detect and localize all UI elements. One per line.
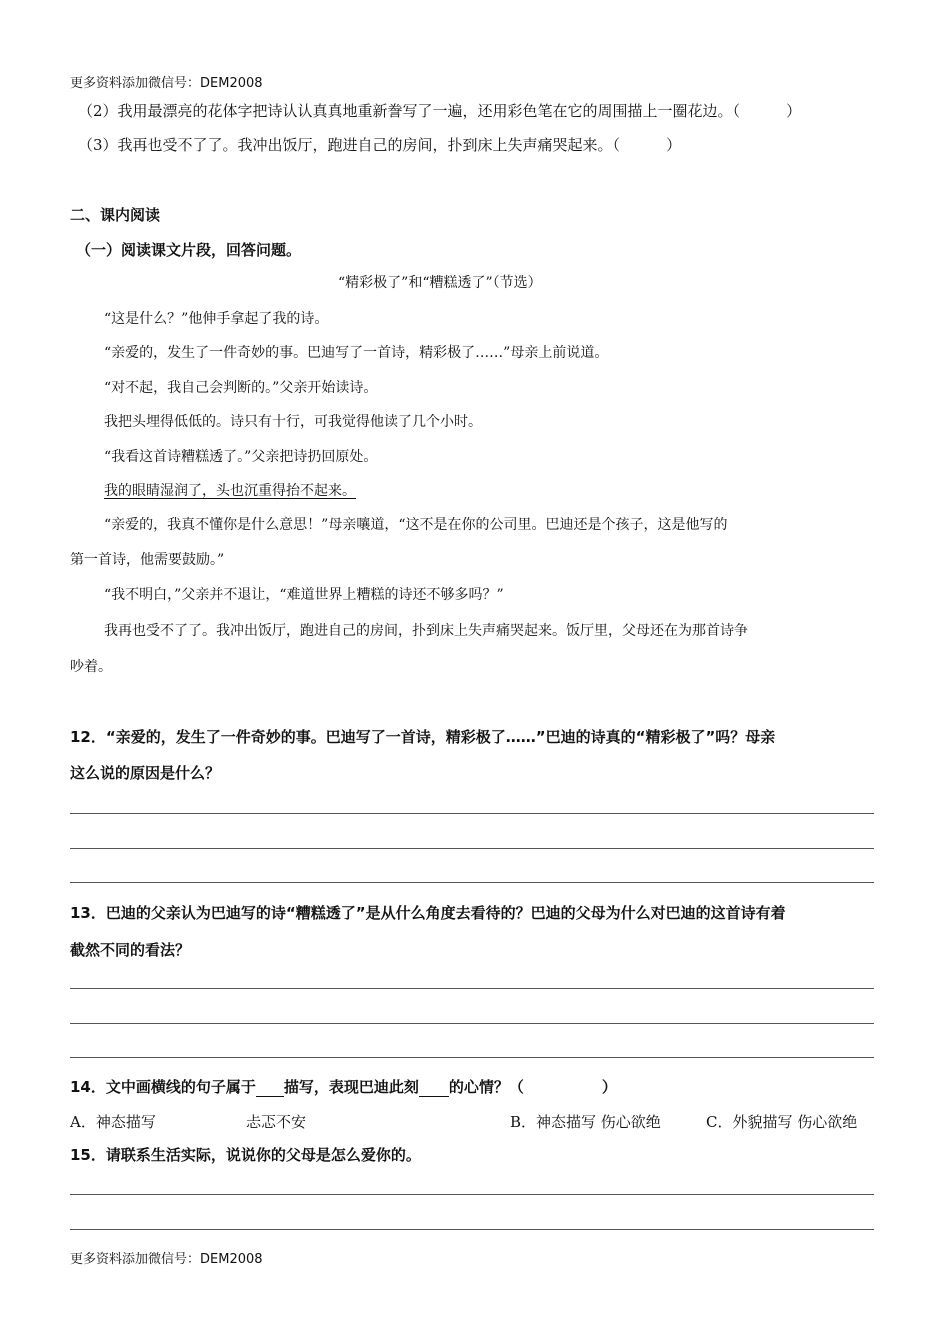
question-15: 15．请联系生活实际，说说你的父母是怎么爱你的。 (70, 1146, 421, 1164)
paragraph-7: “亲爱的，我真不懂你是什么意思！”母亲嚷道，“这不是在你的公司里。巴迪还是个孩子，这是他写的 (104, 517, 728, 533)
question-14-part-1: 14．文中画横线的句子属于 (70, 1078, 256, 1096)
option-c[interactable]: C．外貌描写 伤心欲绝 (706, 1113, 858, 1131)
page-header: 更多资料添加微信号：DEM2008 (70, 76, 263, 91)
question-13-line-2: 截然不同的看法？ (70, 941, 191, 959)
paragraph-3: “对不起，我自己会判断的。”父亲开始读诗。 (104, 380, 378, 396)
question-3 (78, 134, 681, 155)
question-14-part-4: ） (601, 1078, 617, 1096)
question-3-number: （3） (78, 136, 118, 154)
paragraph-4: 我把头埋得低低的。诗只有十行，可我觉得他读了几个小时。 (104, 414, 482, 430)
question-14-part-2: 描写，表现巴迪此刻 (283, 1078, 419, 1096)
answer-line-15b (70, 1229, 874, 1230)
paragraph-5: “我看这首诗糟糕透了。”父亲把诗扔回原处。 (104, 449, 378, 465)
option-a[interactable]: A．神态描写 (70, 1113, 156, 1131)
question-2 (78, 100, 801, 121)
question-12-line-2: 这么说的原因是什么？ (70, 764, 221, 782)
question-12-line-1: 12．“亲爱的，发生了一件奇妙的事。巴迪写了一首诗，精彩极了……”巴迪的诗真的“精彩极了”吗？母亲 (70, 728, 776, 746)
question-14 (70, 1076, 617, 1097)
paragraph-2: “亲爱的，发生了一件奇妙的事。巴迪写了一首诗，精彩极了……”母亲上前说道。 (104, 345, 609, 361)
answer-line-12b (70, 848, 874, 849)
blank-mood[interactable] (419, 1080, 449, 1097)
answer-line-12c (70, 882, 874, 883)
paragraph-9-continued: 吵着。 (70, 659, 112, 675)
answer-line-15a (70, 1194, 874, 1195)
answer-line-13a (70, 988, 874, 989)
answer-line-13b (70, 1023, 874, 1024)
question-2-text: 我用最漂亮的花体字把诗认认真真地重新誊写了一遍，还用彩色笔在它的周围描上一圈花边。（ (117, 102, 741, 120)
page-footer: 更多资料添加微信号：DEM2008 (70, 1252, 263, 1267)
question-3-text: 我再也受不了了。我冲出饭厅，跑进自己的房间，扑到床上失声痛哭起来。（ (117, 136, 621, 154)
question-3-close: ） (666, 136, 682, 154)
question-2-close: ） (786, 102, 802, 120)
paragraph-8: “我不明白，”父亲并不退让，“难道世界上糟糕的诗还不够多吗？” (104, 587, 504, 603)
answer-line-12a (70, 813, 874, 814)
section-subtitle: （一）阅读课文片段，回答问题。 (76, 241, 302, 259)
option-b[interactable]: B．神态描写 伤心欲绝 (510, 1113, 661, 1131)
question-13-line-1: 13．巴迪的父亲认为巴迪写的诗“糟糕透了”是从什么角度去看待的？巴迪的父母为什么对巴迪的这首诗有着 (70, 904, 786, 922)
blank-description-type[interactable] (256, 1080, 284, 1097)
underlined-sentence: 我的眼睛湿润了，头也沉重得抬不起来。 (104, 483, 356, 499)
answer-line-13c (70, 1057, 874, 1058)
paragraph-9: 我再也受不了了。我冲出饭厅，跑进自己的房间，扑到床上失声痛哭起来。饭厅里，父母还在为那首诗争 (104, 623, 748, 639)
paragraph-7-continued: 第一首诗，他需要鼓励。” (70, 552, 225, 568)
option-a-mood: 忐忑不安 (246, 1113, 307, 1131)
paragraph-1: “这是什么？”他伸手拿起了我的诗。 (104, 311, 329, 327)
question-2-number: （2） (78, 102, 118, 120)
passage-title: “精彩极了”和“糟糕透了”（节选） (338, 275, 542, 291)
question-14-part-3: 的心情？（ (448, 1078, 524, 1096)
section-title: 二、课内阅读 (70, 206, 161, 224)
